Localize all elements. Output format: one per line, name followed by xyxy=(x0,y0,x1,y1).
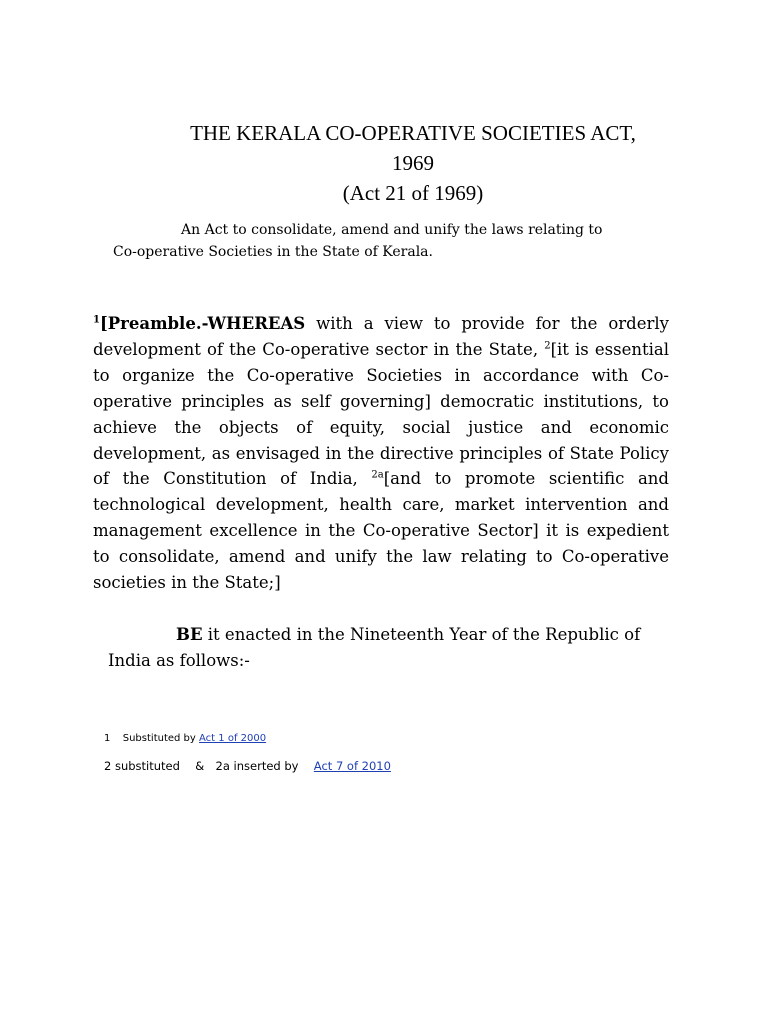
footnote-2-ampersand: & xyxy=(195,759,205,773)
act-title-line-1: THE KERALA CO-OPERATIVE SOCIETIES ACT, xyxy=(190,121,636,145)
long-title-line-1: An Act to consolidate, amend and unify the laws relating to xyxy=(181,222,603,238)
preamble-text-3: [and to promote scientific and technological development, health care, market intervention and management excellence in the Co-operative Sector] it is expedient to consolidate, amend and unify the law relating to Co-operative societies in the State;] xyxy=(93,469,669,593)
act-7-of-2010-link[interactable]: Act 7 of 2010 xyxy=(313,759,391,773)
enacting-clause xyxy=(108,622,668,674)
preamble-paragraph xyxy=(93,311,669,596)
enact-text-2: India as follows:- xyxy=(108,651,250,670)
act-title-year: 1969 xyxy=(392,151,434,175)
footnote-1-text: Substituted by xyxy=(122,733,196,744)
preamble-text-2: [it is essential to organize the Co-operative Societies in accordance with Co-operative principles as self governing] democratic institutions, to achieve the objects of equity, social justice and economic development, as envisaged in the directive principles of State Policy of the Constitution of India, xyxy=(93,339,669,489)
footnote-ref-2a: 2a xyxy=(371,469,384,481)
footnote-ref-2: 2 xyxy=(544,340,551,352)
preamble-heading: [Preamble.-WHEREAS xyxy=(99,314,306,333)
act-1-of-2000-link[interactable]: Act 1 of 2000 xyxy=(199,733,267,744)
enact-bold: BE xyxy=(176,625,203,644)
footnote-1 xyxy=(104,733,266,744)
preamble-text-1: with a view to provide for the orderly development of the Co-operative sector in the State, xyxy=(93,314,669,359)
footnote-ref-1: 1 xyxy=(93,314,100,326)
act-number: (Act 21 of 1969) xyxy=(342,181,484,205)
enact-text-1: it enacted in the Nineteenth Year of the Republic of xyxy=(202,625,641,644)
footnote-1-number: 1 xyxy=(104,733,111,744)
footnote-2 xyxy=(104,759,391,773)
footnote-2-text-b: 2a inserted by xyxy=(215,759,299,773)
footnote-2-text-a: 2 substituted xyxy=(104,759,180,773)
long-title-line-2: Co-operative Societies in the State of Kerala. xyxy=(113,244,433,260)
